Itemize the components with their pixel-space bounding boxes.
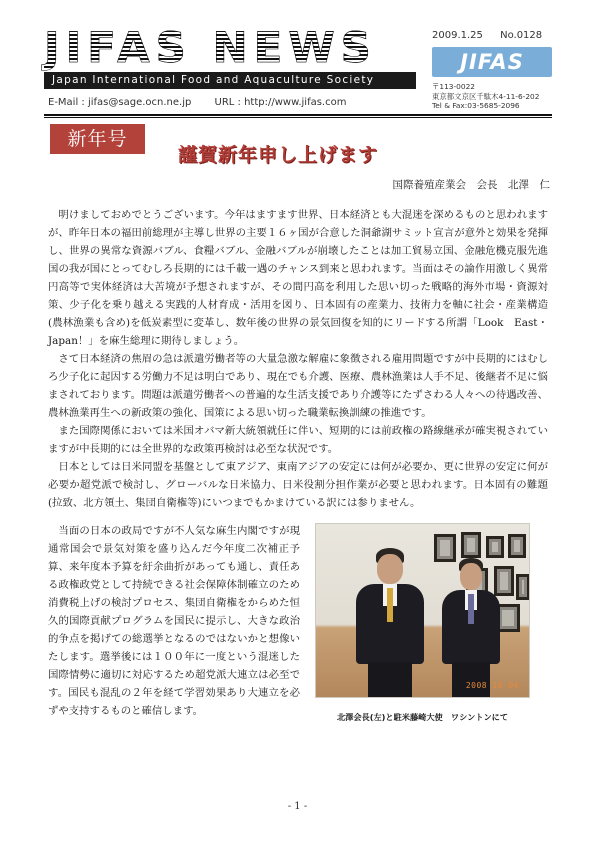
header-divider-thin xyxy=(44,117,552,118)
header-divider xyxy=(44,114,552,116)
article-body-column xyxy=(48,522,300,720)
email-text: E-Mail : jifas@sage.ocn.ne.jp xyxy=(48,97,192,108)
address-block xyxy=(432,82,539,111)
wall-frame xyxy=(461,532,481,558)
wall-frame xyxy=(516,574,530,600)
wall-frame xyxy=(508,534,526,558)
society-name-bar: Japan International Food and Aquaculture Society xyxy=(44,72,416,89)
website-url: URL : http://www.jifas.com xyxy=(214,97,347,108)
contact-line xyxy=(48,97,346,108)
paragraph: 当面の日本の政局ですが不人気な麻生内閣ですが現通常国会で景気対策を盛り込んだ今年度二次補正予算、来年度本予算を紆余曲折があっても通し、責任ある政権政党として持続できる社会保障体制確立のため消費税上げの検討プロセス、集団自衛権をからめた恒久的国際貢献プログラムを国民に提示し、大きな政治的争点を掲げての総選挙となるのではないかと想像いたします。選挙後には１００年に一度という混迷した国際情勢に適切に対応するため超党派大連立は必至です。国民も混乱の２年を経て学習効果あり大連立を必ずや支持するものと確信します。 xyxy=(48,525,300,717)
article-author: 国際養殖産業会 会長 北澤 仁 xyxy=(392,179,550,191)
jifas-logo: JIFAS xyxy=(432,47,552,77)
article-body xyxy=(48,206,548,512)
page-number: - 1 - xyxy=(287,801,308,812)
person-right xyxy=(440,558,502,698)
street-address: 東京都文京区千駄木4-11-6-202 xyxy=(432,91,540,101)
newsletter-title: JIFAS NEWS xyxy=(44,26,416,70)
postal-code: 〒113-0022 xyxy=(432,82,475,91)
paragraph: 日本としては日米同盟を基盤として東アジア、東南アジアの安定には何が必要か、更に世界の安定に何が必要か超党派で検討し、グローバルな日米協力、日米役割分担作業が必要と思われます。日本固有の難題(拉致、北方領土、集団自衛権等)にいつまでもかまけている訳には参りません。 xyxy=(48,461,548,509)
photo-caption: 北澤会長(左)と駐米藤崎大使 ワシントンにて xyxy=(336,712,509,722)
article-title: 謹賀新年申し上げます xyxy=(178,144,379,166)
paragraph: また国際関係においては米国オバマ新大統領就任に伴い、短期的には前政権の路線継承が確実視されていますが中長期的には全世界的な政策再検討は必至な状況です。 xyxy=(48,425,548,455)
wall-frame xyxy=(486,536,504,558)
new-year-issue-tag: 新年号 xyxy=(50,124,145,154)
issue-number: No.0128 xyxy=(500,30,543,41)
masthead xyxy=(44,23,416,89)
tel-fax: Tel & Fax:03-5685-2096 xyxy=(432,101,520,111)
photo-date-stamp: 2008 10 04 xyxy=(465,681,519,690)
issue-info xyxy=(432,30,542,41)
paragraph: 明けましておめでとうございます。今年はますます世界、日本経済とも大混迷を深めるものと思われますが、昨年日本の福田前総理が主導し世界の主要１６ヶ国が合意した洞爺湖サミット宣言が意外と効果を発揮し、世界の異常な資源バブル、食糧バブル、金融バブルが崩壊したことは加工貿易立国、金融危機克服先進国の我が国にとってむしろ長期的には千載一遇のチャンス到来と思われます。当面はその論作用激しく異常円高等で実体経済は大苦境が予想されますが、その間円高を利用した思い切った戦略的海外市場・資源対策、少子化を乗り越える実践的人材育成・活用を図り、日本固有の産業力、技術力を軸に社会・産業構造(農林漁業も含め)を低炭素型に変革し、数年後の世界の景気回復を知的にリードする所謂「Look East・Japan！」を麻生総理に期待しましょう。 xyxy=(48,209,548,347)
paragraph: さて日本経済の焦眉の急は派遣労働者等の大量急激な解雇に象徴される雇用問題ですが中長期的にはむしろ少子化に起因する労働力不足は明白であり、現在でも介護、医療、農林漁業は人手不足、後継者不足に悩まされております。問題は派遣労働者への普遍的な生活支援であり介護等にたずさわる人々への待遇改善、農林漁業再生への新政策の強化、国策による思い切った職業転換訓練の推進です。 xyxy=(48,353,548,419)
issue-date: 2009.1.25 xyxy=(432,30,483,41)
person-left xyxy=(354,548,426,698)
article-photo xyxy=(315,523,530,698)
